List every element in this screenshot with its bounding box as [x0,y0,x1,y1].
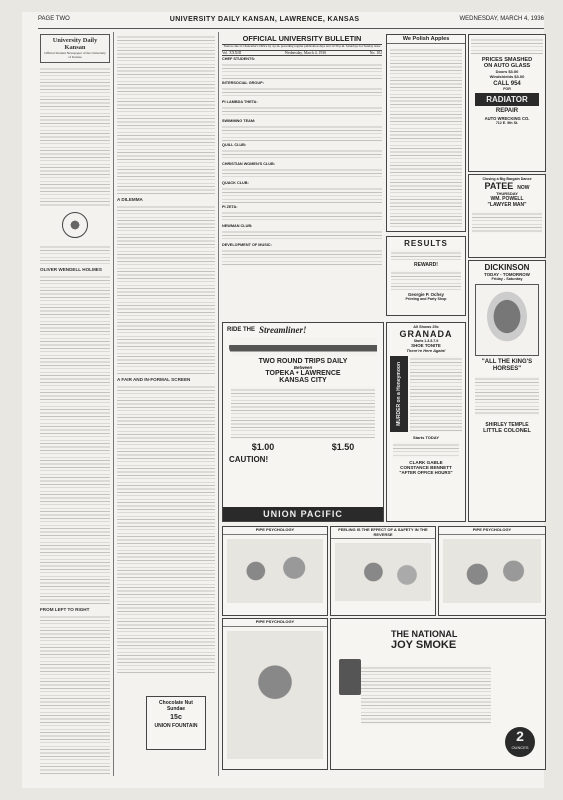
editorial-body-2 [40,614,110,774]
train-illustration [229,338,377,356]
bulletin-volume: Vol. XXXIII [222,50,242,55]
dickinson-cast [475,376,539,416]
auto-glass-ad [468,34,546,172]
pipe-cartoon-3 [438,526,546,616]
bulletin-item-title: INTERSOCIAL GROUP: [222,80,264,85]
union-pacific-banner: UNION PACIFIC [223,507,383,521]
dickinson-days: Friday - Saturday [491,277,523,281]
header-date: WEDNESDAY, MARCH 4, 1936 [459,16,544,22]
bulletin-item-body [222,86,382,99]
cartoon-caption: PIPE PSYCHOLOGY [223,527,327,535]
bulletin-number: No. 102 [369,50,382,55]
granada-feature [390,356,462,432]
joysmoke-copy [361,665,491,725]
glass-intro [471,37,543,55]
tobacco-tin [339,659,361,695]
granada-star-2: CONSTANCE BENNETT [400,465,452,470]
ad-shop: UNION FOUNTAIN [154,723,198,729]
ad-line: Chocolate Nut [159,700,193,706]
cartoon-caption: PIPE PSYCHOLOGY [223,619,327,627]
streamliner-ride: RIDE THE [227,327,256,333]
glass-headline: PRICES SMASHED [481,57,533,63]
pipe-cartoon-4 [222,618,328,770]
granada-name: GRANADA [399,329,453,339]
streamliner-kc: KANSAS CITY [279,377,327,384]
patee-body [472,211,542,233]
granada-star-1: CLARK GABLE [409,460,443,465]
column-two-body [117,204,215,374]
cartoon-drawing [335,543,431,601]
bulletin-item-body [222,148,382,161]
granada-photo [393,442,459,458]
bulletin-date: Wednesday, March 4, 1936 [284,50,327,55]
cartoon-drawing [227,631,323,759]
pipe-cartoon-2 [330,526,436,616]
patee-line: Closing a Big Bargain Dance [482,177,532,181]
bulletin-item-body [222,210,382,223]
paper-title: UNIVERSITY DAILY KANSAN, LAWRENCE, KANSAS [169,16,360,23]
results-reward: REWARD! [414,262,438,268]
nameplate-title: University Daily Kansan [52,37,98,51]
bulletin-item-body [222,62,382,80]
nameplate [40,34,110,63]
granada-line: All Shows 25c [413,325,439,329]
granada-cast [410,356,462,432]
price-unit: OUNCES [511,745,529,750]
streamliner-cities: TOPEKA • LAWRENCE [265,370,341,377]
column-rule [113,32,114,776]
dickinson-photo [475,284,539,356]
streamliner-caution: CAUTION! [229,455,269,464]
streamliner-between: Between [293,365,313,370]
bulletin-item-title: CHRISTIAN WOMEN'S CLUB: [222,161,276,166]
bulletin-item-title: QUILL CLUB: [222,142,247,147]
patee-ad [468,174,546,258]
editorial-intro [40,244,110,264]
streamliner-fares [223,442,383,452]
streamliner-ad [222,322,384,522]
patee-name: PATEE [484,181,514,191]
results-title: RESULTS [404,239,448,248]
granada-times: Starts 1-3-5-7-9 [413,339,439,343]
results-ad [386,236,466,316]
price-badge [505,727,535,757]
glass-for: FOR [503,87,511,91]
bulletin-item-title: SWIMMING TEAM: [222,118,256,123]
page-header [38,16,544,29]
cartoon-caption: FEELING IS THE EFFECT OF A SAFETY IN THE REVERSE [331,527,435,539]
results-tag: Printing and Party Shop [405,297,447,301]
bulletin-item-body [222,105,382,118]
glass-call: CALL 954 [493,81,521,87]
chocolate-sundae-ad [146,696,206,750]
column-two [117,34,215,774]
patee-star: WM. POWELL [490,196,524,202]
granada-show: SHOE TONITE [411,343,441,348]
streamliner-schedule [231,387,375,439]
bulletin-items [222,57,382,266]
cartoon-drawing [443,539,541,603]
pipe-cartoon-1 [222,526,328,616]
fare-two: $1.50 [331,442,355,452]
results-body [391,250,461,260]
editorial-headline-2: FROM LEFT TO RIGHT [40,606,90,612]
dickinson-film: LITTLE COLONEL [483,428,531,434]
patee-now: NOW [517,185,530,191]
editorial-headline: OLIVER WENDELL HOLMES [40,266,102,272]
nameplate-subtitle: Official Student Newspaper of the University of Kansas [44,51,106,60]
cartoon-caption: PIPE PSYCHOLOGY [439,527,545,535]
ad-price: 15c [170,714,182,721]
ad-line: Sundae [166,706,186,712]
bulletin-item-title: DEVELOPMENT OF MUSIC: [222,242,272,247]
cartoon-drawing [227,539,323,603]
bulletin-dateline [222,50,382,56]
bulletin-item-body [222,248,382,266]
glass-price-2: Windshields $3.00 [489,74,525,79]
streamliner-name: Streamliner! [259,325,307,335]
bulletin-item-body [222,167,382,180]
dickinson-ad [468,260,546,522]
editorial-body [40,274,110,604]
granada-film: "AFTER OFFICE HOURS" [399,470,453,475]
bulletin-item-title: QUACK CLUB: [222,180,249,185]
granada-movie: MURDER on a Honeymoon [396,362,402,426]
glass-address: 712 E. 9th St. [495,121,519,125]
bulletin-item-title: PI ZETA: [222,204,238,209]
column-two-body-2 [117,384,215,674]
bulletin-item-title: CHEF STUDENTS: [222,56,256,61]
results-shop: Georgie P. Ochsy [407,292,445,297]
editorial-column [40,34,110,774]
streamliner-header [223,323,383,337]
bulletin-item-body [222,229,382,242]
radiator-banner: RADIATOR [475,93,539,106]
glass-shop: AUTO WRECKING CO. [484,116,530,121]
granada-ad [386,322,466,522]
bulletin-item-body [222,186,382,204]
column-rule [218,32,219,776]
murder-banner [390,356,408,432]
bulletin-item-title: NEWMAN CLUB: [222,223,253,228]
seal-emblem [62,212,88,238]
column-two-top [117,34,215,194]
patee-name-row [469,181,545,191]
column-two-head: A DILEMMA [117,197,143,202]
dickinson-today: TODAY - TOMORROW [484,272,530,277]
fare-one: $1.00 [251,442,275,452]
patee-film: "LAWYER MAN" [487,202,527,208]
bulletin-title: OFFICIAL UNIVERSITY BULLETIN [222,34,382,45]
results-body-2 [391,270,461,290]
page-number: PAGE TWO [38,16,70,22]
glass-headline-2: ON AUTO GLASS [483,63,531,69]
granada-starts: Starts TODAY [412,435,439,440]
bulletin-item-title: PI LAMBDA THETA: [222,99,258,104]
prince-albert-ad [330,618,546,770]
staff-box [40,66,110,206]
granada-here: There're Here Again! [406,348,446,353]
apples-body [390,47,462,227]
joysmoke-line-2: JOY SMOKE [391,639,457,651]
dickinson-name: DICKINSON [484,263,530,272]
official-bulletin [222,34,382,316]
price-number: 2 [516,728,524,744]
apples-title: We Polish Apples [387,35,465,44]
apples-ad [386,34,466,232]
dickinson-star: SHIRLEY TEMPLE [485,422,529,428]
bulletin-note: Notices due at Chancellor's Office by 4 p.m. preceding regular publication days and 12:30 p.m. Saturdays for Sunday issue [223,44,381,48]
streamliner-trips: TWO ROUND TRIPS DAILY [258,358,348,365]
glass-price: Doors $3.00 [495,69,519,74]
bulletin-item-body [222,124,382,142]
patee-day: THURSDAY [496,191,518,196]
dickinson-movie: "ALL THE KING'S HORSES" [481,359,533,372]
radiator-repair: REPAIR [495,108,519,114]
joysmoke-line-1: THE NATIONAL [391,629,458,639]
column-two-head-2: A FAIR AND IN-FORMAL SCREEN [117,377,191,382]
